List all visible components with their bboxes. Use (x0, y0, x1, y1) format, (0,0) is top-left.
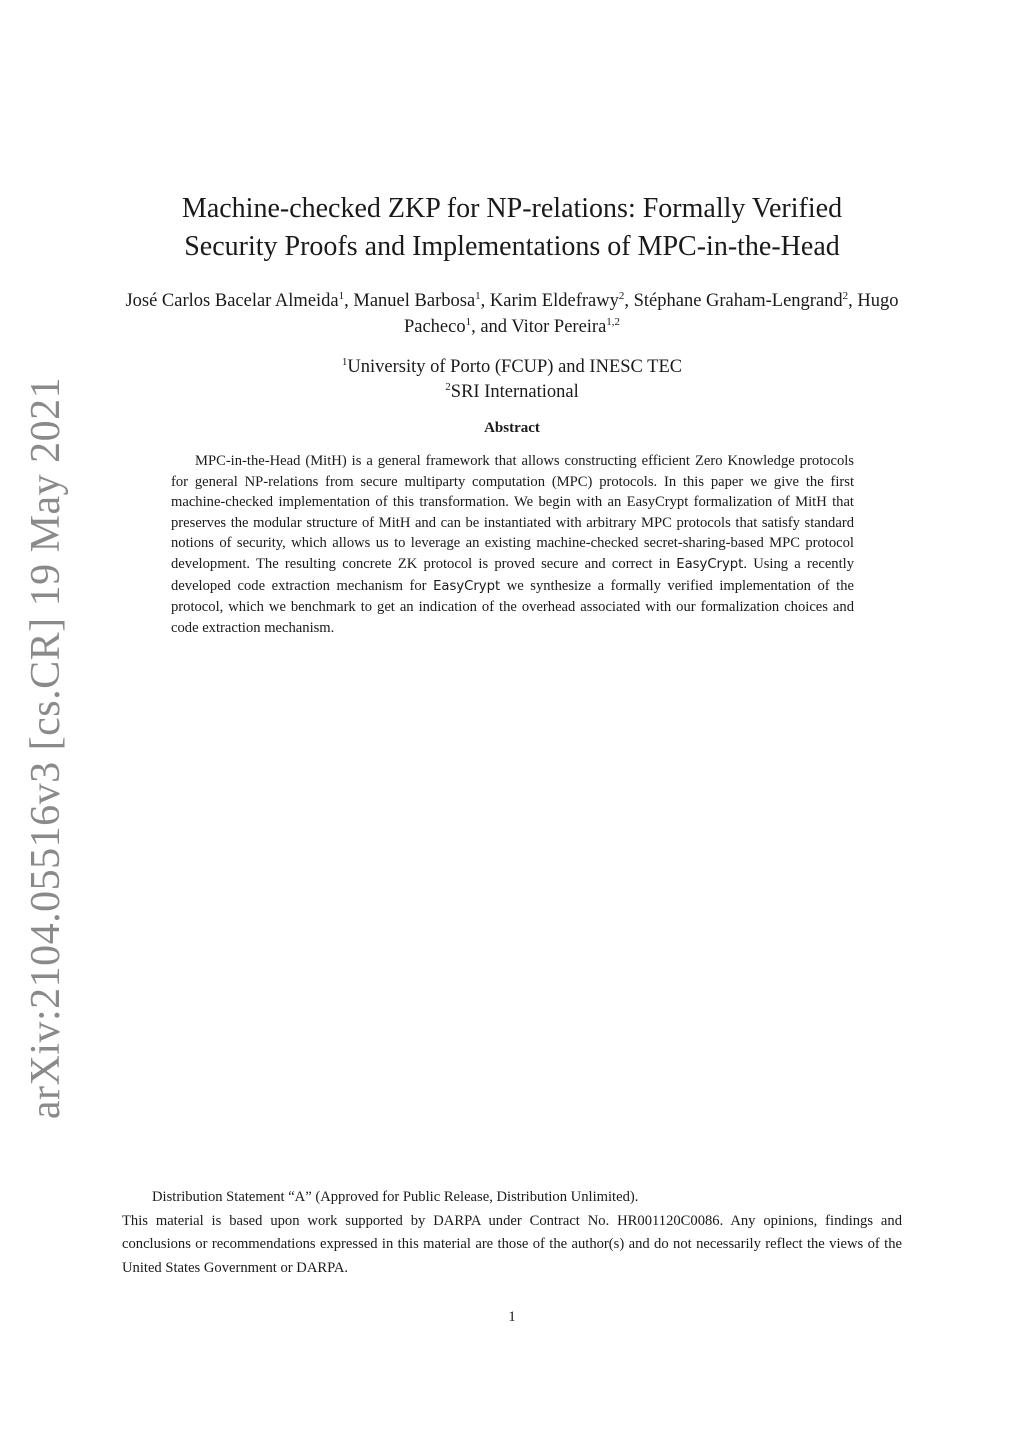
affiliation-text: SRI International (450, 382, 579, 402)
paper-title-line-1: Machine-checked ZKP for NP-relations: Formally Verified (181, 193, 843, 224)
affiliation-text: University of Porto (FCUP) and INESC TEC (347, 357, 683, 377)
abstract-heading: Abstract (484, 420, 540, 436)
affiliation-mark: 1 (341, 356, 348, 368)
abstract-text-part-2: . Using a recently developed code extraction mechanism for (171, 555, 855, 594)
page-number: 1 (508, 1309, 516, 1325)
author-list: José Carlos Bacelar Almeida$^1$, Manuel Barbosa$^1$, Karim Eldefrawy$^2$, Stéphane Graham-Lengrand$^2$, Hugo Pacheco$^1$, and Vitor Pereira$^{1,2}$ (125, 290, 899, 337)
affiliation-item (120, 355, 904, 380)
affiliation-mark: 2 (445, 381, 451, 393)
abstract-text-part-1: MPC-in-the-Head (MitH) is a general framework that allows constructing efficient Zero Knowledge protocols for general NP-relations from secure multiparty computation (MPC) protocols. In this paper we give the first machine-checked implementation of this transformation. We begin with an EasyCrypt formalization of MitH that preserves the modular structure of MitH and can be instantiated with arbitrary MPC protocols that satisfy standard notions of security, which allows us to leverage an existing machine-checked secret-sharing-based MPC protocol development. The resulting concrete ZK protocol is proved secure and correct in (171, 453, 854, 572)
abstract-body (171, 451, 854, 638)
author-affiliation-mark: 1 (465, 316, 472, 328)
author-name: José Carlos Bacelar Almeida (125, 291, 339, 311)
tool-name-easycrypt: EasyCrypt (676, 556, 744, 572)
paper-title-line-2: Security Proofs and Implementations of MPC-in-the-Head (184, 231, 840, 262)
footnote-block (122, 1186, 902, 1280)
paper-title (120, 190, 904, 266)
author-name: Hugo Pacheco (403, 291, 899, 337)
author-affiliation-mark: 1,2 (606, 316, 621, 328)
funding-note: This material is based upon work supported by DARPA under Contract No. HR001120C0086. Any opinions, findings and conclusions or recommendations expressed in this material are those of the author(s) and do not necessarily reflect the views of the United States Government or DARPA. (122, 1212, 902, 1276)
author-affiliation-mark: 1 (475, 290, 481, 302)
arxiv-identifier-text: arXiv:2104.05516v3 [cs.CR] 19 May 2021 (23, 376, 69, 1119)
author-name: Manuel Barbosa (353, 291, 476, 311)
arxiv-identifier-stamp (18, 376, 74, 1119)
author-affiliation-mark: 2 (842, 290, 849, 302)
author-name: Stéphane Graham-Lengrand (633, 291, 843, 311)
abstract-text-part-3: we synthesize a formally verified implementation of the protocol, which we benchmark to get an indication of the overhead associated with our formalization choices and code extraction mechanism. (171, 577, 855, 636)
author-name: Karim Eldefrawy (489, 291, 619, 311)
tool-name-easycrypt: EasyCrypt (433, 578, 501, 594)
author-name: Vitor Pereira (511, 317, 607, 337)
distribution-statement: Distribution Statement “A” (Approved for Public Release, Distribution Unlimited). (152, 1189, 639, 1205)
author-affiliation-mark: 1 (338, 290, 345, 302)
affiliation-list (120, 355, 904, 405)
affiliation-item (120, 380, 904, 405)
author-affiliation-mark: 2 (618, 290, 625, 302)
